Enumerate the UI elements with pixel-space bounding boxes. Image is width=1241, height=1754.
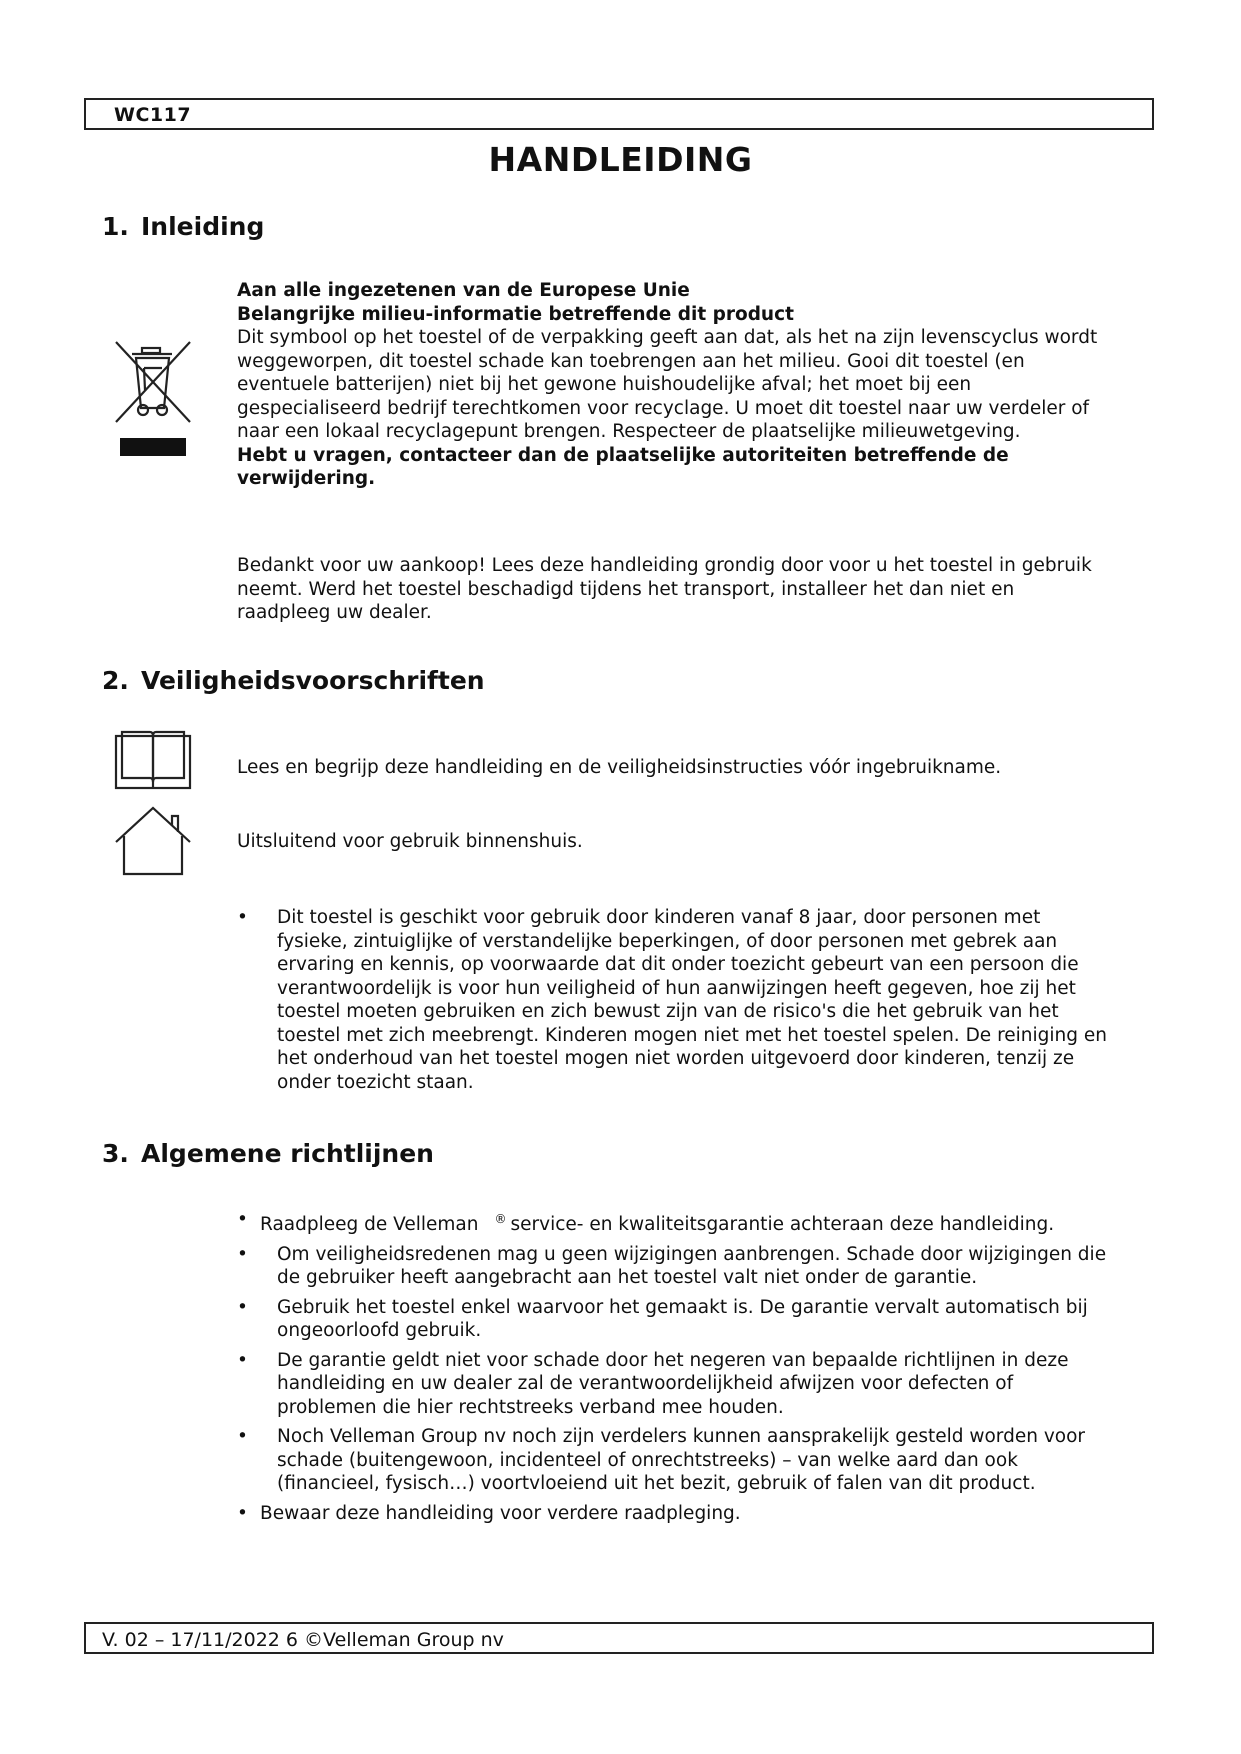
list-item: • Om veiligheidsredenen mag u geen wijzigingen aanbrengen. Schade door wijzigingen die de gebruiker heeft aangebracht aan het toestel valt niet onder de garantie. [237,1243,1107,1289]
list-item: • Bewaar deze handleiding voor verdere raadpleging. [237,1502,741,1524]
thanks-paragraph: Bedankt voor uw aankoop! Lees deze handleiding grondig door voor u het toestel in gebruik neemt. Werd het toestel beschadigd tijdens het transport, installeer het dan niet en raadpleeg uw dealer. [237,555,1092,623]
section-number: 3. [102,1139,129,1168]
house-indoor-icon [114,806,192,876]
bullet-marker: • [237,1243,248,1265]
bullet-marker: • [237,1209,248,1230]
list-item: • Dit toestel is geschikt voor gebruik door kinderen vanaf 8 jaar, door personen met fysieke, zintuiglijke of verstandelijke beperkingen, of door personen met gebrek aan ervaring en kennis, op voorwaarde dat dit onder toezicht gebeurt van een persoon die verantwoordelijk is voor hun veiligheid of hun aanwijzingen heeft gegeven, hoe zij het toestel moeten gebruiken en zich bewust zijn van de risico's die het gebruik van het toestel met zich meebrengt. Kinderen mogen niet met het toestel spelen. De reiniging en het onderhoud van het toestel mogen niet worden uitgevoerd door kinderen, tenzij ze onder toezicht staan. [237,907,1107,1093]
manual-book-icon [114,728,192,790]
footer-text: V. 02 – 17/11/2022 6 ©Velleman Group nv [102,1629,504,1651]
list-item: • Gebruik het toestel enkel waarvoor het gemaakt is. De garantie vervalt automatisch bij ongeoorloofd gebruik. [237,1296,1088,1342]
list-item: • Raadpleeg de Velleman ® service- en kwaliteitsgarantie achteraan deze handleiding. [237,1209,1055,1236]
bullet-marker: • [237,1426,248,1448]
weee-question: Hebt u vragen, contacteer dan de plaatselijke autoriteiten betreffende de verwijdering. [237,444,1009,489]
weee-text: Dit symbool op het toestel of de verpakking geeft aan dat, als het na zijn levenscyclus wordt weggeworpen, dit toestel schade kan toebrengen aan het milieu. Gooi dit toestel (en eventuele batterijen) niet bij het gewone huishoudelijke afval; het moet bij een gespecialiseerd bedrijf terechtkomen voor recyclage. U moet dit toestel naar uw verdeler of naar een lokaal recyclagepunt brengen. Respecteer de plaatselijke milieuwetgeving. [237,327,1098,442]
list-item: • Noch Velleman Group nv noch zijn verdelers kunnen aansprakelijk gesteld worden voor schade (buitengewoon, incidenteel of onrechtstreeks) – van welke aard dan ook (financieel, fysisch…) voortvloeiend uit het bezit, gebruik of falen van dit product. [237,1426,1086,1495]
section-title: Algemene richtlijnen [141,1139,434,1168]
bullet-marker: • [237,1502,248,1524]
manual-instruction-text: Lees en begrijp deze handleiding en de veiligheidsinstructies vóór ingebruikname. [237,757,1002,778]
weee-heading-eu: Aan alle ingezetenen van de Europese Unie [237,280,690,301]
bullet-marker: • [237,1349,248,1371]
footer-box [84,1622,1154,1654]
page-title: HANDLEIDING [488,140,753,179]
registered-mark: ® [494,1212,507,1226]
indoor-use-text: Uitsluitend voor gebruik binnenshuis. [237,831,583,852]
section-heading-richtlijnen [102,1139,434,1168]
safety-bullet-list [237,906,1107,1100]
section-number: 2. [102,666,129,695]
list-item: • De garantie geldt niet voor schade door het negeren van bepaalde richtlijnen in deze handleiding en uw dealer zal de verantwoordelijkheid afwijzen voor defecten of problemen die hier rechtstreeks verband mee houden. [237,1349,1069,1418]
bullet-marker: • [237,907,248,928]
model-number: WC117 [114,104,192,126]
section-title: Inleiding [141,212,265,241]
bullet-marker: • [237,1296,248,1318]
section-heading-inleiding [102,212,264,241]
weee-block [237,279,1107,491]
section-number: 1. [102,212,129,241]
guidelines-bullet-list [237,1208,1107,1531]
weee-bin-icon [112,338,194,458]
section-heading-veiligheid [102,666,485,695]
weee-heading-info: Belangrijke milieu-informatie betreffende dit product [237,303,794,325]
header-box [84,98,1154,130]
section-title: Veiligheidsvoorschriften [141,666,485,695]
